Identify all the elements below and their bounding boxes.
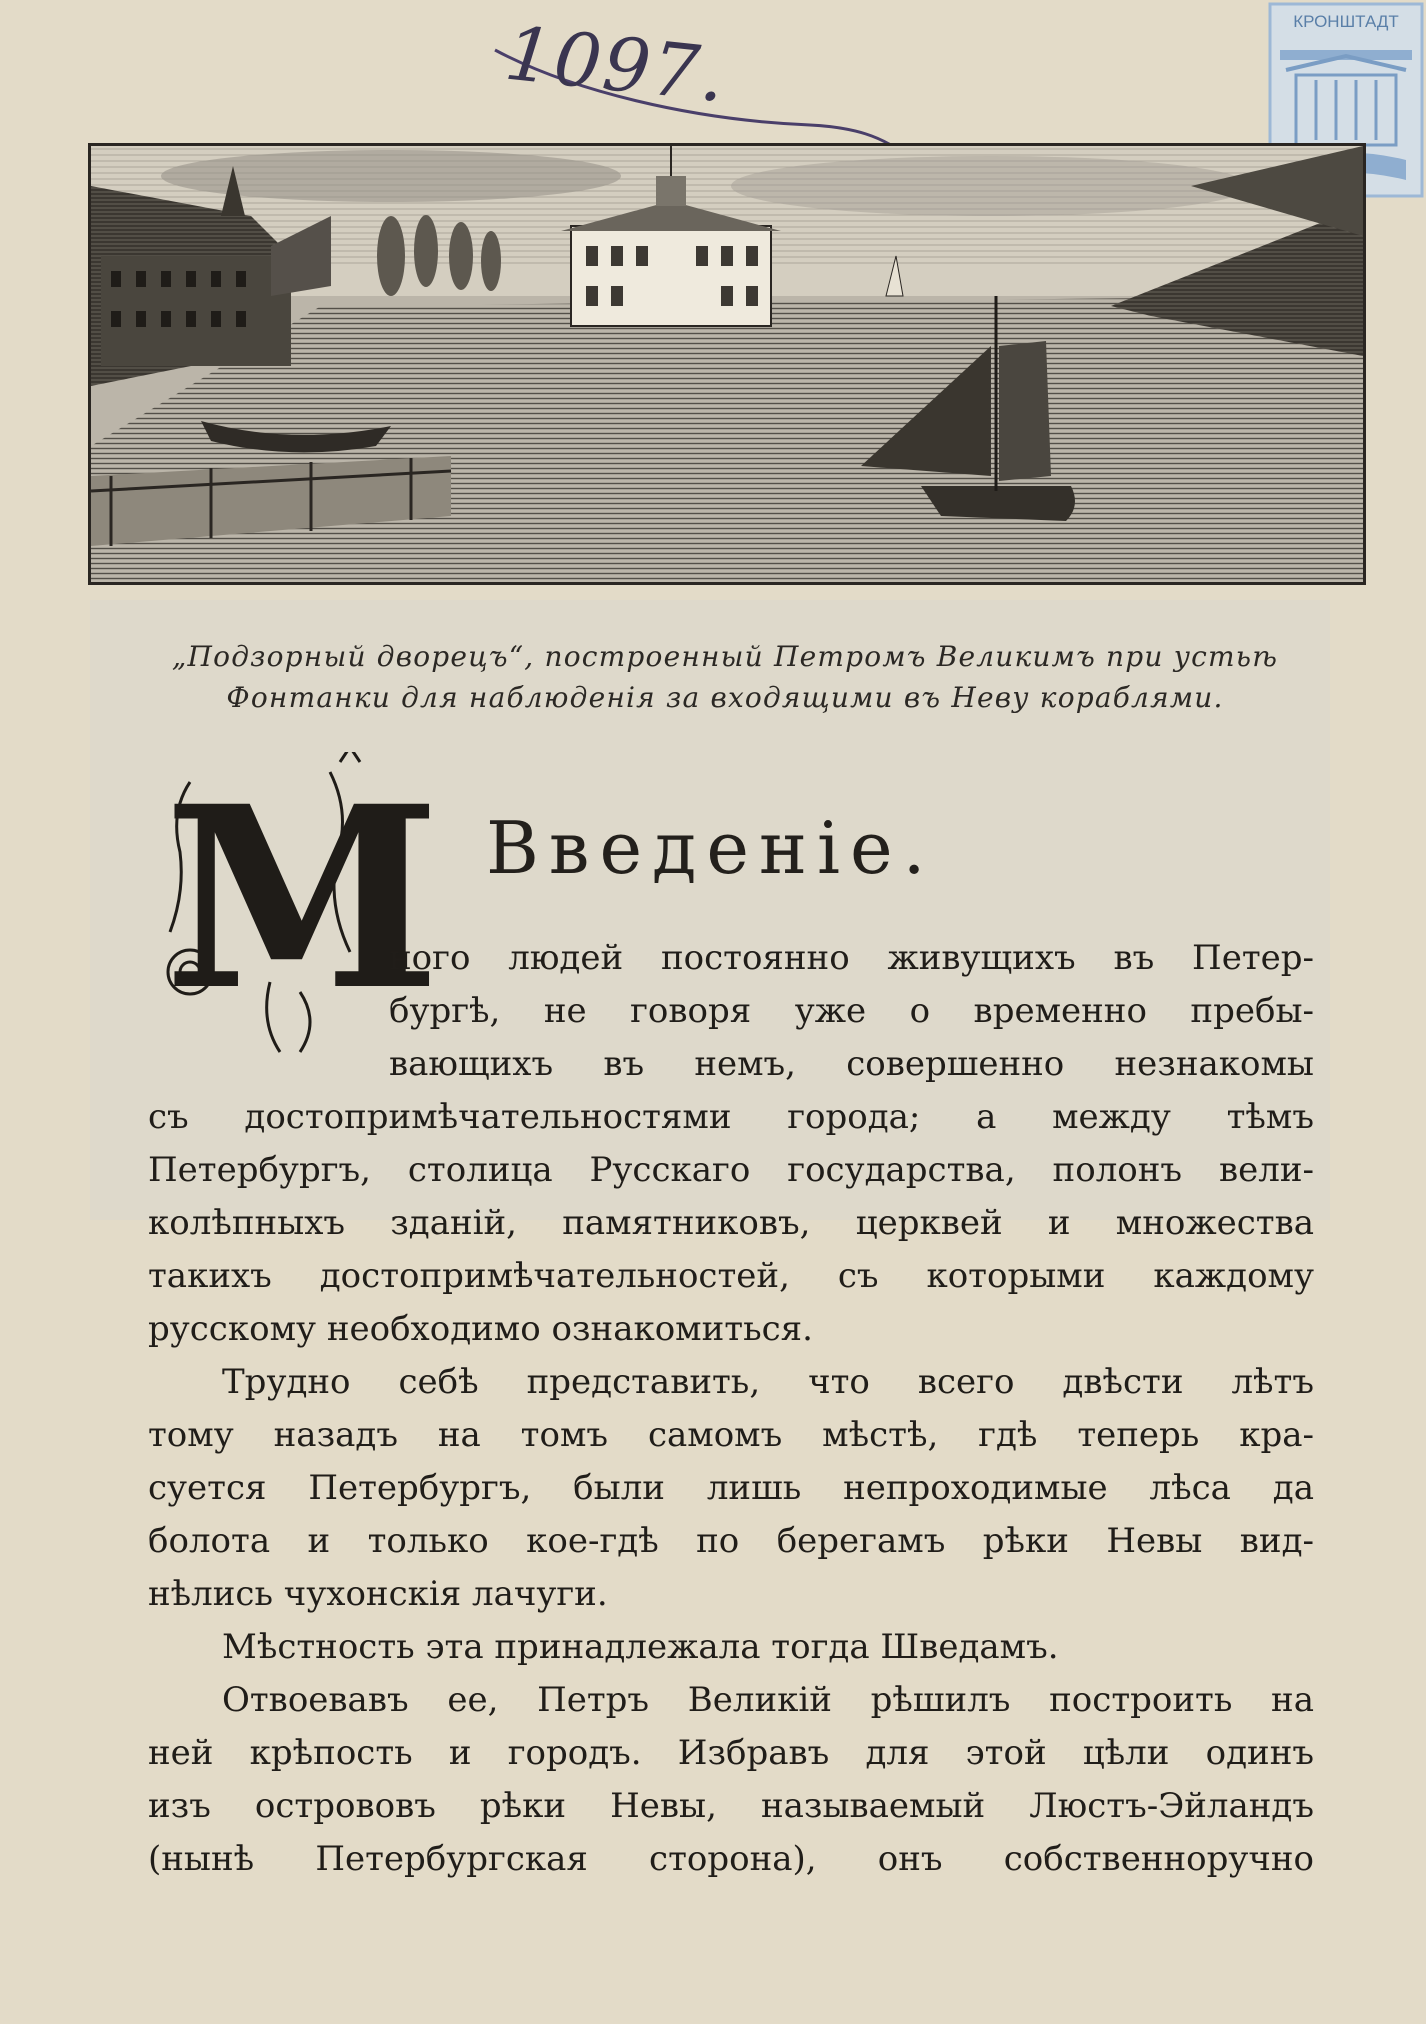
illustration-caption [150, 636, 1300, 718]
body-line: изъ острововъ рѣки Невы, называемый Люстъ-Эйландъ [148, 1786, 1314, 1826]
body-line: нѣлись чухонскія лачуги. [148, 1574, 608, 1614]
body-line: тому назадъ на томъ самомъ мѣстѣ, гдѣ теперь кра- [148, 1415, 1314, 1455]
chapter-title: Введеніе. [486, 806, 936, 890]
caption-line-2: Фонтанки для наблюденія за входящими въ Неву кораблями. [226, 681, 1224, 714]
ornamental-dropcap [150, 751, 441, 1072]
body-line: колѣпныхъ зданій, памятниковъ, церквей и множества [148, 1203, 1314, 1243]
dropcap-letter: М [164, 751, 441, 1045]
body-line: такихъ достопримѣчательностей, съ которыми каждому [148, 1256, 1314, 1296]
body-line: ного людей постоянно живущихъ въ Петер- [389, 938, 1314, 978]
caption-line-1: „Подзорный дворецъ“, построенный Петромъ Великимъ при устьѣ [171, 640, 1279, 673]
body-line: болота и только кое-гдѣ по берегамъ рѣки Невы вид- [148, 1521, 1314, 1561]
body-line: русскому необходимо ознакомиться. [148, 1309, 813, 1349]
body-line: ней крѣпость и городъ. Избравъ для этой цѣли одинъ [148, 1733, 1314, 1773]
body-line: Трудно себѣ представить, что всего двѣсти лѣтъ [222, 1362, 1314, 1402]
handwritten-inventory-number: 1097. [501, 10, 731, 120]
body-line: Мѣстность эта принадлежала тогда Шведамъ. [222, 1627, 1059, 1667]
body-line: Отвоевавъ ее, Петръ Великій рѣшилъ построить на [222, 1680, 1314, 1720]
stamp-label: КРОНШТАДТ [1293, 12, 1399, 31]
body-line: Петербургъ, столица Русскаго государства, полонъ вели- [148, 1150, 1314, 1190]
body-line: бургѣ, не говоря уже о временно пребы- [389, 991, 1314, 1031]
body-line: вающихъ въ немъ, совершенно незнакомы [389, 1044, 1314, 1084]
body-line: (нынѣ Петербургская сторона), онъ собственноручно [148, 1839, 1314, 1879]
body-line: суется Петербургъ, были лишь непроходимые лѣса да [148, 1468, 1314, 1508]
engraving-illustration [88, 143, 1366, 585]
body-line: съ достопримѣчательностями города; а между тѣмъ [148, 1097, 1314, 1137]
